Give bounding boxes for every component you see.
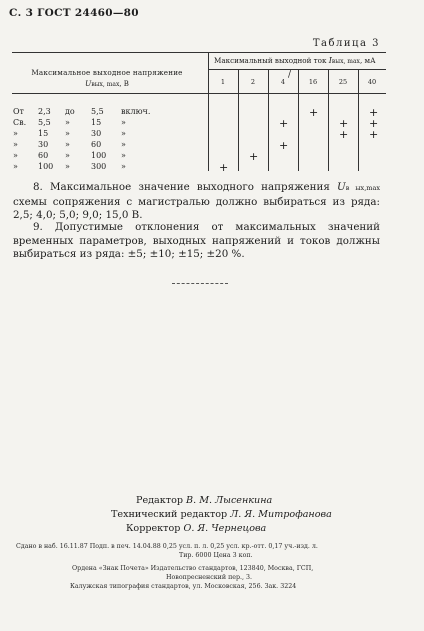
row-suffix: »: [121, 140, 126, 149]
row-prefix: »: [13, 140, 18, 149]
voltage-unit: , В: [119, 80, 129, 88]
row-to: 60: [91, 140, 102, 149]
section-separator: [172, 283, 228, 285]
table-mark-plus: +: [279, 117, 289, 130]
paragraph-9: 9. Допустимые отклонения от максимальных значений временных параметров, выходных напряжений и токов должны выбираться из ряда: ±5; ±10; ±15; ±20 %.: [13, 221, 380, 260]
table-header-rule: [12, 93, 386, 94]
row-mid: »: [65, 140, 70, 149]
row-mid: »: [65, 151, 70, 160]
table-row-label: [13, 151, 203, 161]
row-from: 100: [38, 162, 54, 171]
paragraph-8-subscript: в ых,max: [345, 184, 380, 192]
imprint-line-3: Ордена «Знак Почета» Издательство стандартов, 123840, Москва, ГСП,: [72, 565, 314, 572]
row-mid: »: [65, 162, 70, 171]
row-mid: до: [65, 107, 75, 116]
current-subscript: вых, max: [331, 58, 360, 65]
row-to: 300: [91, 162, 107, 171]
imprint-line-4: Новопресненский пер., 3.: [166, 574, 253, 581]
table-mark-plus: +: [339, 117, 349, 130]
row-to: 5,5: [91, 107, 104, 116]
paragraph-8-symbol: U: [337, 181, 346, 193]
imprint-line-1: Сдано в наб. 16.11.87 Подп. в печ. 14.04.88 0,25 усл. п. л. 0,25 усл. кр.-отт. 0,17 уч.-изд. л.: [16, 543, 318, 550]
table-column-header: 4: [280, 78, 286, 86]
table-mark-plus: +: [249, 150, 259, 163]
paragraph-8: [13, 181, 380, 223]
credit-editor-label: Редактор: [136, 495, 183, 506]
table-row-label: [13, 162, 203, 172]
credit-corrector-name: О. Я. Чернецова: [183, 523, 267, 534]
row-prefix: »: [13, 129, 18, 138]
row-to: 15: [91, 118, 102, 127]
table-column-header: 40: [367, 78, 377, 86]
table-vline-0: [208, 52, 209, 171]
row-prefix: »: [13, 162, 18, 171]
credit-tech-name: Л. Я. Митрофанова: [230, 509, 332, 520]
table-column-header: 2: [250, 78, 256, 86]
table-row-label: [13, 140, 203, 150]
row-suffix: »: [121, 162, 126, 171]
row-to: 100: [91, 151, 107, 160]
table-mark-plus: +: [219, 161, 229, 174]
row-prefix: Св.: [13, 118, 27, 127]
row-suffix: »: [121, 118, 126, 127]
imprint-line-5: Калужская типография стандартов, ул. Московская, 256. Зак. 3224: [70, 583, 297, 590]
row-suffix: »: [121, 129, 126, 138]
table-top-rule: [12, 52, 386, 53]
table-column-header: 1: [220, 78, 226, 86]
credit-editor: [136, 495, 272, 506]
table-group-header: [208, 56, 392, 65]
row-from: 5,5: [38, 118, 51, 127]
credit-corrector-label: Корректор: [126, 523, 181, 534]
header-tick-mark: /: [288, 70, 292, 80]
table-mark-plus: +: [369, 106, 379, 119]
current-symbol: I: [328, 56, 332, 65]
voltage-symbol: U: [85, 79, 92, 88]
paragraph-8-text-a: 8. Максимальное значение выходного напряжения: [33, 181, 338, 193]
page-header: С. 3 ГОСТ 24460—80: [9, 7, 139, 19]
row-from: 60: [38, 151, 49, 160]
credit-corrector: [126, 523, 266, 534]
paragraph-8-text-b: схемы сопряжения с магистралью должно выбираться из ряда: 2,5; 4,0; 5,0; 9,0; 15,0 В.: [13, 195, 380, 221]
table-label: Таблица 3: [312, 38, 380, 49]
table-column-header: 16: [308, 78, 318, 86]
row-from: 15: [38, 129, 49, 138]
credit-tech-label: Технический редактор: [111, 509, 228, 520]
table-group-rule: [208, 69, 386, 70]
table-row-caption: Максимальное выходное напряжение: [31, 68, 183, 77]
imprint-line-2: Тир. 6000 Цена 3 коп.: [179, 552, 253, 559]
table-row-caption-symbol: [12, 79, 202, 88]
current-unit: , мА: [359, 56, 376, 65]
voltage-current-table: [12, 52, 386, 174]
row-mid: »: [65, 118, 70, 127]
credit-editor-name: В. М. Лысенкина: [186, 495, 273, 506]
table-mark-plus: +: [309, 106, 319, 119]
voltage-subscript: вых, max: [91, 81, 120, 88]
table-mark-plus: +: [279, 139, 289, 152]
row-from: 30: [38, 140, 49, 149]
row-from: 2,3: [38, 107, 51, 116]
row-prefix: От: [13, 107, 24, 116]
row-prefix: »: [13, 151, 18, 160]
table-mark-plus: +: [369, 117, 379, 130]
row-suffix: включ.: [121, 107, 151, 116]
group-header-text: Максимальный выходной ток: [214, 56, 329, 65]
row-suffix: »: [121, 151, 126, 160]
row-mid: »: [65, 129, 70, 138]
table-row-label: [13, 107, 203, 117]
row-to: 30: [91, 129, 102, 138]
table-row-label: [13, 118, 203, 128]
credit-tech-editor: [111, 509, 332, 520]
table-mark-plus: +: [369, 128, 379, 141]
table-row-label: [13, 129, 203, 139]
table-column-header: 25: [338, 78, 348, 86]
table-mark-plus: +: [339, 128, 349, 141]
